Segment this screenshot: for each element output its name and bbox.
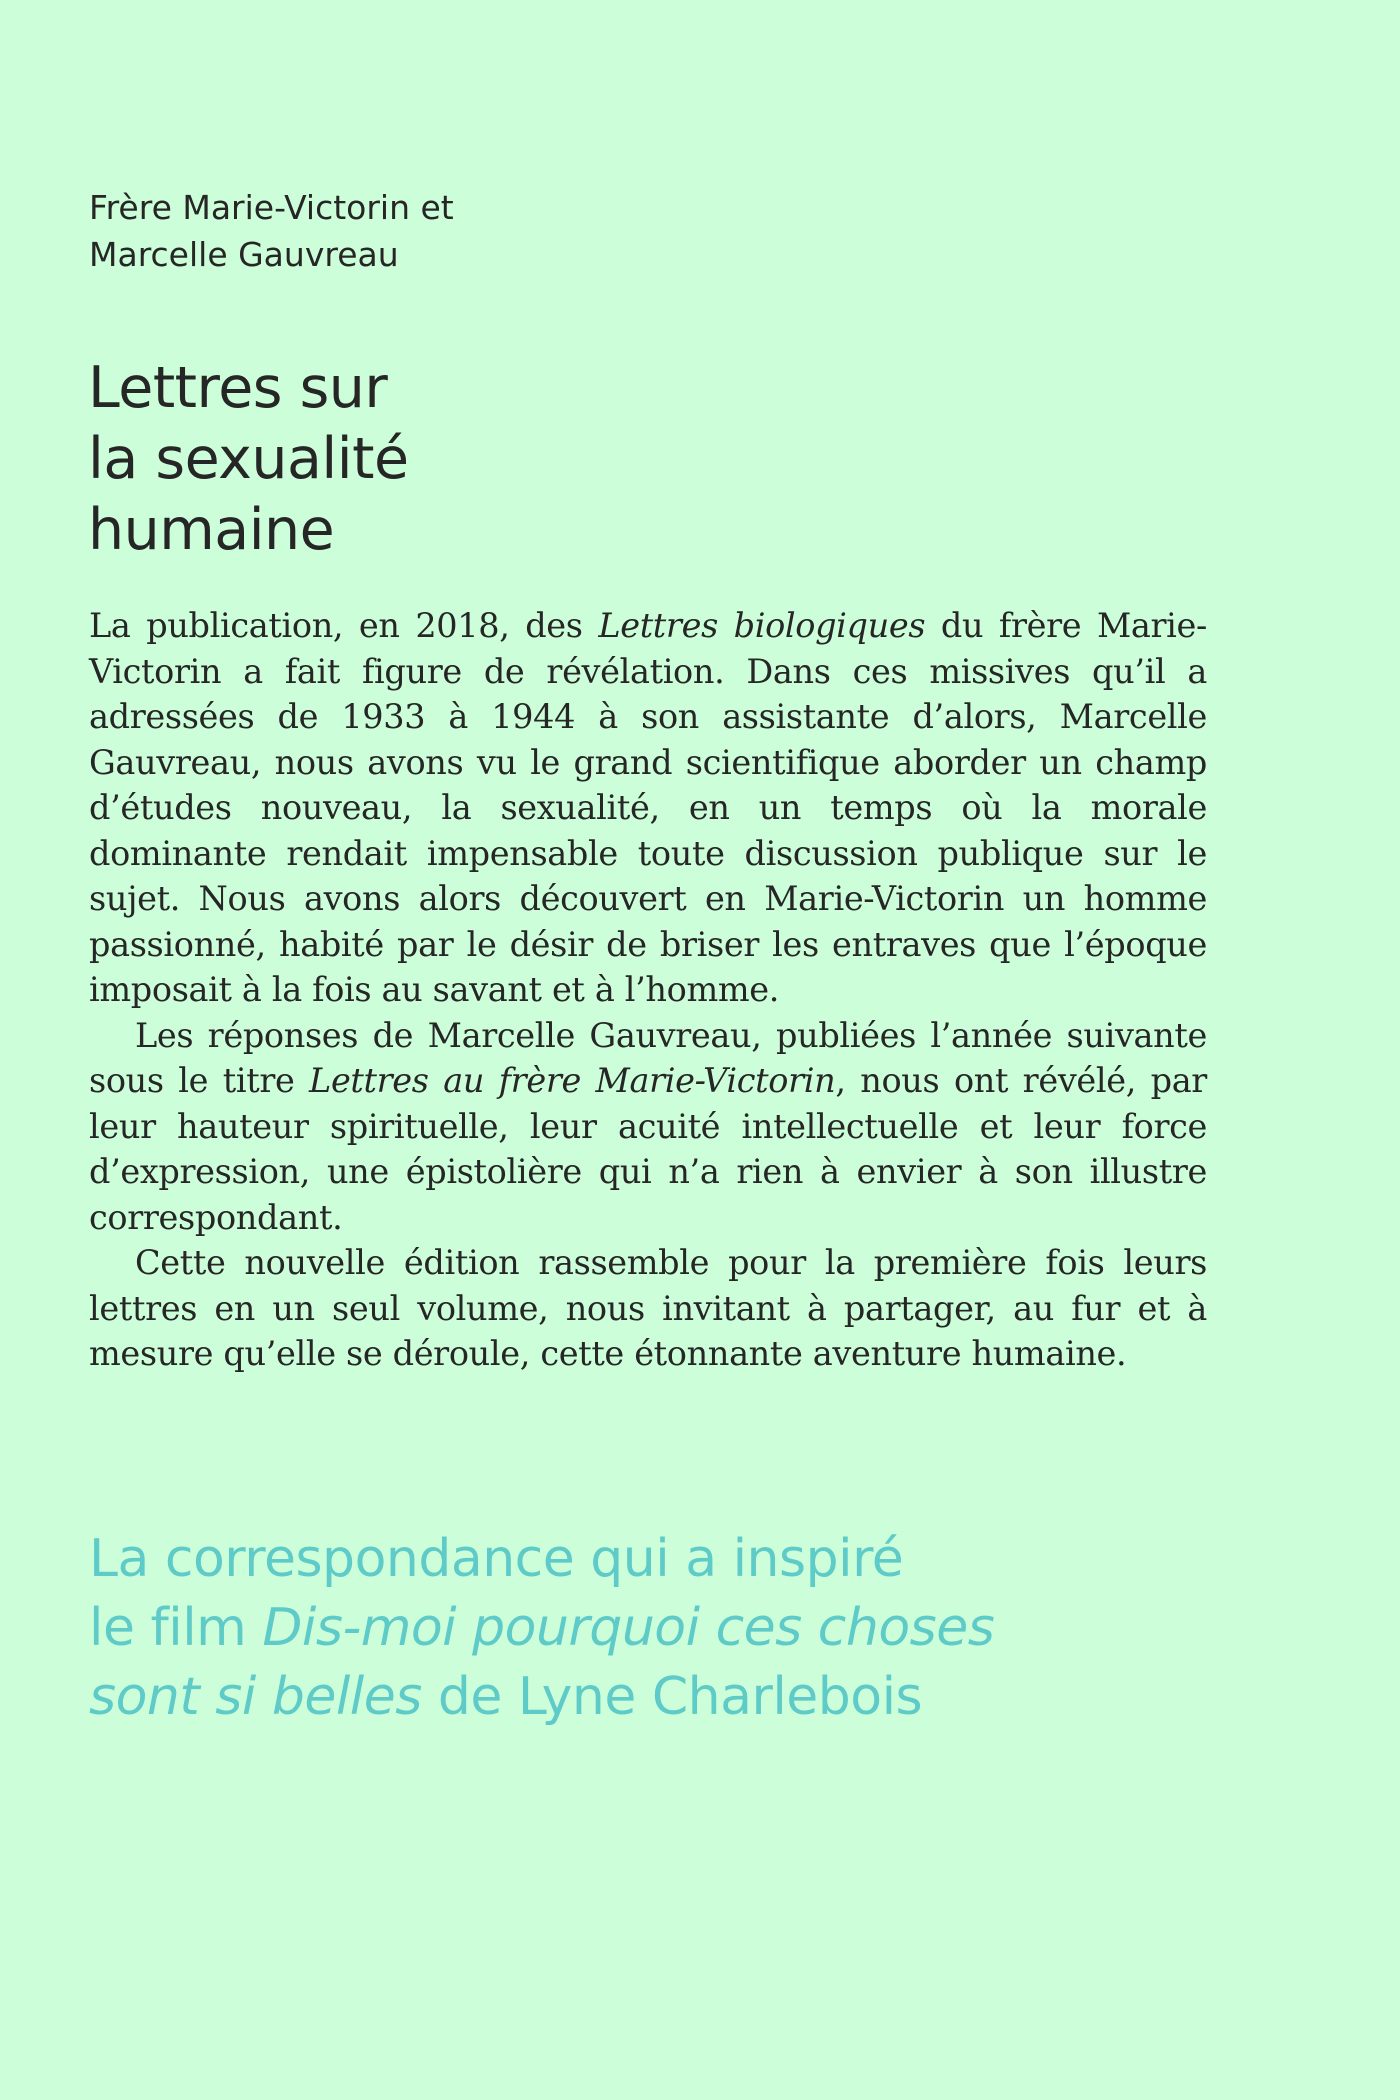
blurb-text xyxy=(89,603,1207,1377)
author-line-2: Marcelle Gauvreau xyxy=(89,235,399,274)
blurb-p1-text-b: du frère Marie-Victorin a fait figure de révélation. Dans ces missives qu’il a adressées de 1933 à 1944 à son assistante d’alors, Marcelle Gauvreau, nous avons vu le grand scientifique aborder un champ d’études nouveau, la sexualité, en un temps où la morale dominante rendait impensable toute discussion publique sur le sujet. Nous avons alors découvert en Marie-Victorin un homme passionné, habité par le désir de briser les entraves que l’époque imposait à la fois au savant et à l’homme. xyxy=(89,606,1207,1009)
tagline-line-2 xyxy=(89,1594,1239,1663)
blurb-p2-text-a: Les réponses de Marcelle Gauvreau, publiées l’année suivante sous le titre xyxy=(89,1015,1207,1100)
film-tagline xyxy=(89,1525,1239,1732)
book-reference-lettres-au-frere: Lettres au frère Marie-Victorin xyxy=(309,1061,836,1100)
title-line-2: la sexualité xyxy=(88,426,409,492)
book-reference-lettres-biologiques: Lettres biologiques xyxy=(598,606,926,645)
film-title-part-2: sont si belles xyxy=(89,1667,422,1727)
title-line-1: Lettres sur xyxy=(88,355,388,421)
blurb-paragraph-3: Cette nouvelle édition rassemble pour la première fois leurs lettres en un seul volume, nous invitant à partager, au fur et à mesure qu’elle se déroule, cette étonnante aventure humaine. xyxy=(89,1243,1207,1373)
blurb-p1-text-a: La publication, en 2018, des xyxy=(89,606,599,645)
author-line-1: Frère Marie-Victorin et xyxy=(89,188,454,227)
tagline-line-3 xyxy=(89,1663,1239,1732)
film-title-part-1: Dis-moi pourquoi ces choses xyxy=(262,1598,995,1658)
book-title xyxy=(88,353,888,566)
tagline-line-2-text: le film xyxy=(89,1598,263,1658)
blurb-paragraph-2 xyxy=(89,1013,1207,1241)
blurb-paragraph-1 xyxy=(89,603,1207,1013)
tagline-line-1: La correspondance qui a inspiré xyxy=(89,1529,904,1589)
tagline-line-3-text: de Lyne Charlebois xyxy=(421,1667,923,1727)
title-line-3: humaine xyxy=(88,497,335,563)
author-names xyxy=(89,184,789,278)
blurb-p2-text-b: , nous ont révélé, par leur hauteur spirituelle, leur acuité intellectuelle et leur force d’expression, une épistolière qui n’a rien à envier à son illustre correspondant. xyxy=(89,1061,1207,1237)
